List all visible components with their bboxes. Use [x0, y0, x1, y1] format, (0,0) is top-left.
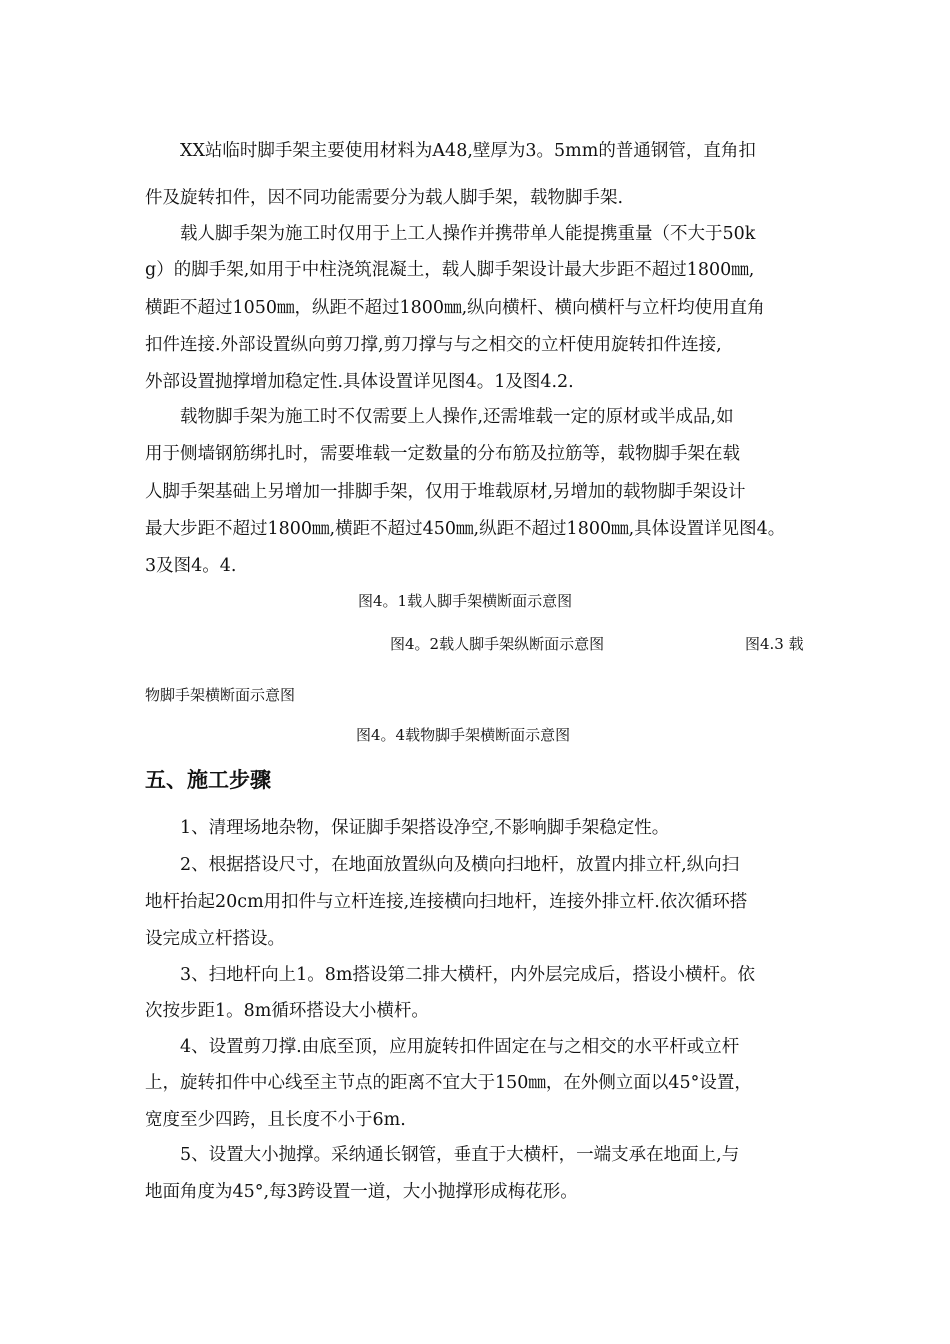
step-3-line-1: 3、扫地杆向上1。8m搭设第二排大横杆，内外层完成后，搭设小横杆。依 — [180, 965, 755, 985]
step-5-line-1: 5、设置大小抛撑。采纳通长钢管，垂直于大横杆，一端支承在地面上,与 — [180, 1145, 740, 1165]
figure-caption-4-3-start: 图4.3 载 — [745, 635, 804, 653]
step-3-line-2: 次按步距1。8m循环搭设大小横杆。 — [145, 1001, 429, 1021]
step-2-line-2: 地杆抬起20cm用扣件与立杆连接,连接横向扫地杆，连接外排立杆.依次循环搭 — [145, 892, 748, 912]
section-heading: 五、施工步骤 — [145, 767, 271, 792]
personnel-line-2: g）的脚手架,如用于中柱浇筑混凝土，载人脚手架设计最大步距不超过1800㎜, — [145, 260, 755, 280]
material-line-3: 人脚手架基础上另增加一排脚手架，仅用于堆载原材,另增加的载物脚手架设计 — [145, 482, 746, 502]
figure-caption-4-1: 图4。1载人脚手架横断面示意图 — [358, 592, 573, 610]
intro-line-2: 件及旋转扣件，因不同功能需要分为载人脚手架，载物脚手架. — [145, 188, 624, 208]
figure-caption-4-2: 图4。2载人脚手架纵断面示意图 — [390, 635, 605, 653]
step-1-line-1: 1、清理场地杂物，保证脚手架搭设净空,不影响脚手架稳定性。 — [180, 818, 670, 838]
material-line-5: 3及图4。4. — [145, 556, 237, 576]
material-line-2: 用于侧墙钢筋绑扎时，需要堆载一定数量的分布筋及拉筋等，载物脚手架在载 — [145, 444, 740, 464]
personnel-line-5: 外部设置抛撑增加稳定性.具体设置详见图4。1及图4.2. — [145, 372, 574, 392]
personnel-line-1: 载人脚手架为施工时仅用于上工人操作并携带单人能提携重量（不大于50k — [180, 224, 756, 244]
step-2-line-3: 设完成立杆搭设。 — [145, 929, 285, 949]
personnel-line-3: 横距不超过1050㎜，纵距不超过1800㎜,纵向横杆、横向横杆与立杆均使用直角 — [145, 298, 765, 318]
step-2-line-1: 2、根据搭设尺寸，在地面放置纵向及横向扫地杆，放置内排立杆,纵向扫 — [180, 855, 740, 875]
material-line-4: 最大步距不超过1800㎜,横距不超过450㎜,纵距不超过1800㎜,具体设置详见图4。 — [145, 519, 786, 539]
step-4-line-1: 4、设置剪刀撑.由底至顶，应用旋转扣件固定在与之相交的水平杆或立杆 — [180, 1037, 740, 1057]
figure-caption-4-3-end: 物脚手架横断面示意图 — [145, 686, 296, 704]
material-line-1: 载物脚手架为施工时不仅需要上人操作,还需堆载一定的原材或半成品,如 — [180, 407, 734, 427]
step-4-line-3: 宽度至少四跨，且长度不小于6m. — [145, 1110, 406, 1130]
step-4-line-2: 上，旋转扣件中心线至主节点的距离不宜大于150㎜，在外侧立面以45°设置， — [145, 1073, 752, 1093]
personnel-line-4: 扣件连接.外部设置纵向剪刀撑,剪刀撑与与之相交的立杆使用旋转扣件连接, — [145, 335, 722, 355]
intro-line-1: XX站临时脚手架主要使用材料为Α48,壁厚为3。5mm的普通钢管，直角扣 — [180, 141, 756, 161]
figure-caption-4-4: 图4。4载物脚手架横断面示意图 — [356, 726, 571, 744]
step-5-line-2: 地面角度为45°,每3跨设置一道，大小抛撑形成梅花形。 — [145, 1182, 578, 1202]
